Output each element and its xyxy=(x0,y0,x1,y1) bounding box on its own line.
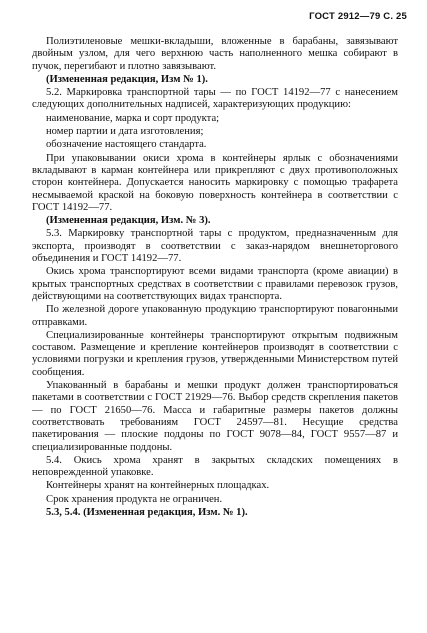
paragraph-10: Окись хрома транспортируют всеми видами транспорта (кроме авиации) в крытых транспортных средствах в соответствии с правилами перевозок грузов, действующими на соответствующих видах транспорта. xyxy=(32,266,398,302)
document-body xyxy=(32,36,398,520)
paragraph-7: При упаковывании окиси хрома в контейнеры ярлык с обозначениями вкладывают в карман контейнера или прикрепляют с двух противоположных сторон контейнера. Допускается наносить маркировку с помощью трафарета несмываемой краской на боковую поверхность контейнера в соответствии с ГОСТ 14192—77. xyxy=(32,152,398,213)
paragraph-16: Срок хранения продукта не ограничен. xyxy=(46,493,223,505)
page-header: ГОСТ 2912—79 С. 25 xyxy=(309,11,407,22)
paragraph-13: Упакованный в барабаны и мешки продукт должен транспортироваться пакетами в соответствии с ГОСТ 21929—76. Выбор средств скрепления пакетов — по ГОСТ 21650—76. Масса и габаритные размеры пакетов должны соответствовать требованиям ГОСТ 24597—81. Несущие средства пакетирования — плоские поддоны по ГОСТ 9078—84, ГОСТ 9557—87 и специализированные поддоны. xyxy=(32,380,398,453)
paragraph-3: 5.2. Маркировка транспортной тары — по ГОСТ 14192—77 с нанесением следующих дополнительных надписей, характеризующих продукцию: xyxy=(32,87,398,111)
paragraph-1: Полиэтиленовые мешки-вкладыши, вложенные в барабаны, завязывают двойным узлом, для чего верхнюю часть наполненного мешка собирают в пучок, перегибают и плотно завязывают. xyxy=(32,36,398,72)
paragraph-15: Контейнеры хранят на контейнерных площадках. xyxy=(46,480,270,492)
paragraph-4: наименование, марка и сорт продукта; xyxy=(46,112,220,124)
paragraph-6: обозначение настоящего стандарта. xyxy=(46,139,207,151)
paragraph-5: номер партии и дата изготовления; xyxy=(46,126,204,138)
paragraph-9: 5.3. Маркировку транспортной тары с продуктом, предназначенным для экспорта, производят в соответствии с заказ-нарядом внешнеторгового объединения и ГОСТ 14192—77. xyxy=(32,228,398,265)
paragraph-11: По железной дороге упакованную продукцию транспортируют повагонными отправками. xyxy=(32,304,398,328)
paragraph-14: 5.4. Окись хрома хранят в закрытых складских помещениях в неповрежденной упаковке. xyxy=(32,454,398,479)
paragraph-8: (Измененная редакция, Изм. № 3). xyxy=(46,215,211,227)
paragraph-12: Специализированные контейнеры транспортируют открытым подвижным составом. Размещение и крепление контейнеров производят в соответствии с условиями погрузки и крепления грузов, утвержденными Министерством путей сообщения. xyxy=(32,329,398,378)
paragraph-17: 5.3, 5.4. (Измененная редакция, Изм. № 1). xyxy=(46,506,248,518)
paragraph-2: (Измененная редакция, Изм № 1). xyxy=(46,73,208,85)
